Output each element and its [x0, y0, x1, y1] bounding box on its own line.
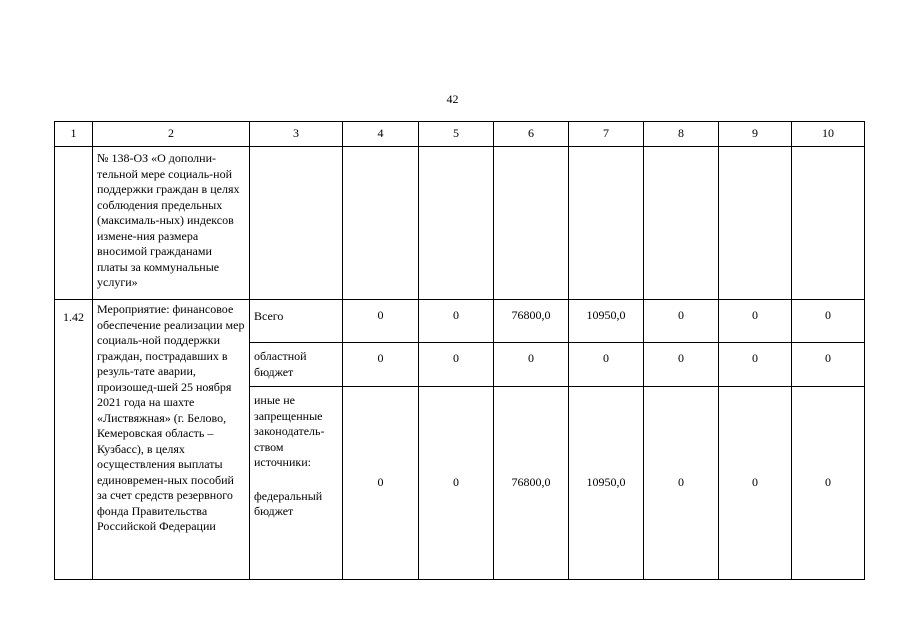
value-cell	[419, 147, 494, 300]
header-cell: 3	[250, 122, 343, 147]
description-cell: Мероприятие: финансовое обеспечение реализации мер социаль-ной поддержки граждан, пострадавших в резуль-тате аварии, произошед-шей 25 ноября 2021 года на шахте «Листвяжная» (г. Белово, Кемеровская область – Кузбасс), в целях осуществления выплаты единовремен-ных пособий за счет средств резервного фонда Правительства Российской Федерации	[93, 300, 250, 580]
header-cell: 4	[343, 122, 419, 147]
source-cell: областной бюджет	[250, 343, 343, 387]
page-number: 42	[446, 92, 459, 106]
value-cell: 0	[419, 300, 494, 343]
source-sublabel: федеральный бюджет	[254, 488, 323, 518]
row-id-cell	[55, 147, 93, 300]
value-cell: 0	[719, 343, 792, 387]
value-cell: 0	[569, 343, 644, 387]
value-cell	[569, 147, 644, 300]
value-cell: 0	[644, 343, 719, 387]
source-cell: Всего	[250, 300, 343, 343]
value-cell: 0	[792, 300, 865, 343]
value-cell: 0	[719, 387, 792, 580]
value-cell: 0	[494, 343, 569, 387]
source-cell	[250, 387, 343, 580]
header-cell: 5	[419, 122, 494, 147]
value-cell	[792, 147, 865, 300]
value-cell: 0	[792, 387, 865, 580]
header-cell: 2	[93, 122, 250, 147]
value-cell	[343, 147, 419, 300]
value-cell: 0	[419, 387, 494, 580]
row-id-cell: 1.42	[55, 300, 93, 580]
value-cell: 0	[719, 300, 792, 343]
header-cell: 7	[569, 122, 644, 147]
header-cell: 6	[494, 122, 569, 147]
value-cell: 0	[644, 300, 719, 343]
value-cell: 0	[792, 343, 865, 387]
budget-table	[54, 121, 865, 580]
source-label: иные не запрещенные законодатель-ством источники:	[254, 393, 325, 469]
description-cell: № 138-ОЗ «О дополни-тельной мере социаль-ной поддержки граждан в целях соблюдения предельных (максималь-ных) индексов измене-ния размера вносимой гражданами платы за коммунальные услуги»	[93, 147, 250, 300]
value-cell: 0	[419, 343, 494, 387]
value-cell: 0	[343, 343, 419, 387]
header-cell: 8	[644, 122, 719, 147]
source-cell	[250, 147, 343, 300]
value-cell: 76800,0	[494, 387, 569, 580]
value-cell	[494, 147, 569, 300]
value-cell	[719, 147, 792, 300]
table-row-total	[55, 300, 865, 343]
header-cell: 10	[792, 122, 865, 147]
value-cell: 10950,0	[569, 300, 644, 343]
value-cell: 76800,0	[494, 300, 569, 343]
value-cell: 0	[343, 387, 419, 580]
value-cell: 0	[343, 300, 419, 343]
header-cell: 1	[55, 122, 93, 147]
header-cell: 9	[719, 122, 792, 147]
table-row-continuation	[55, 147, 865, 300]
value-cell: 10950,0	[569, 387, 644, 580]
table-header-row	[55, 122, 865, 147]
value-cell: 0	[644, 387, 719, 580]
value-cell	[644, 147, 719, 300]
